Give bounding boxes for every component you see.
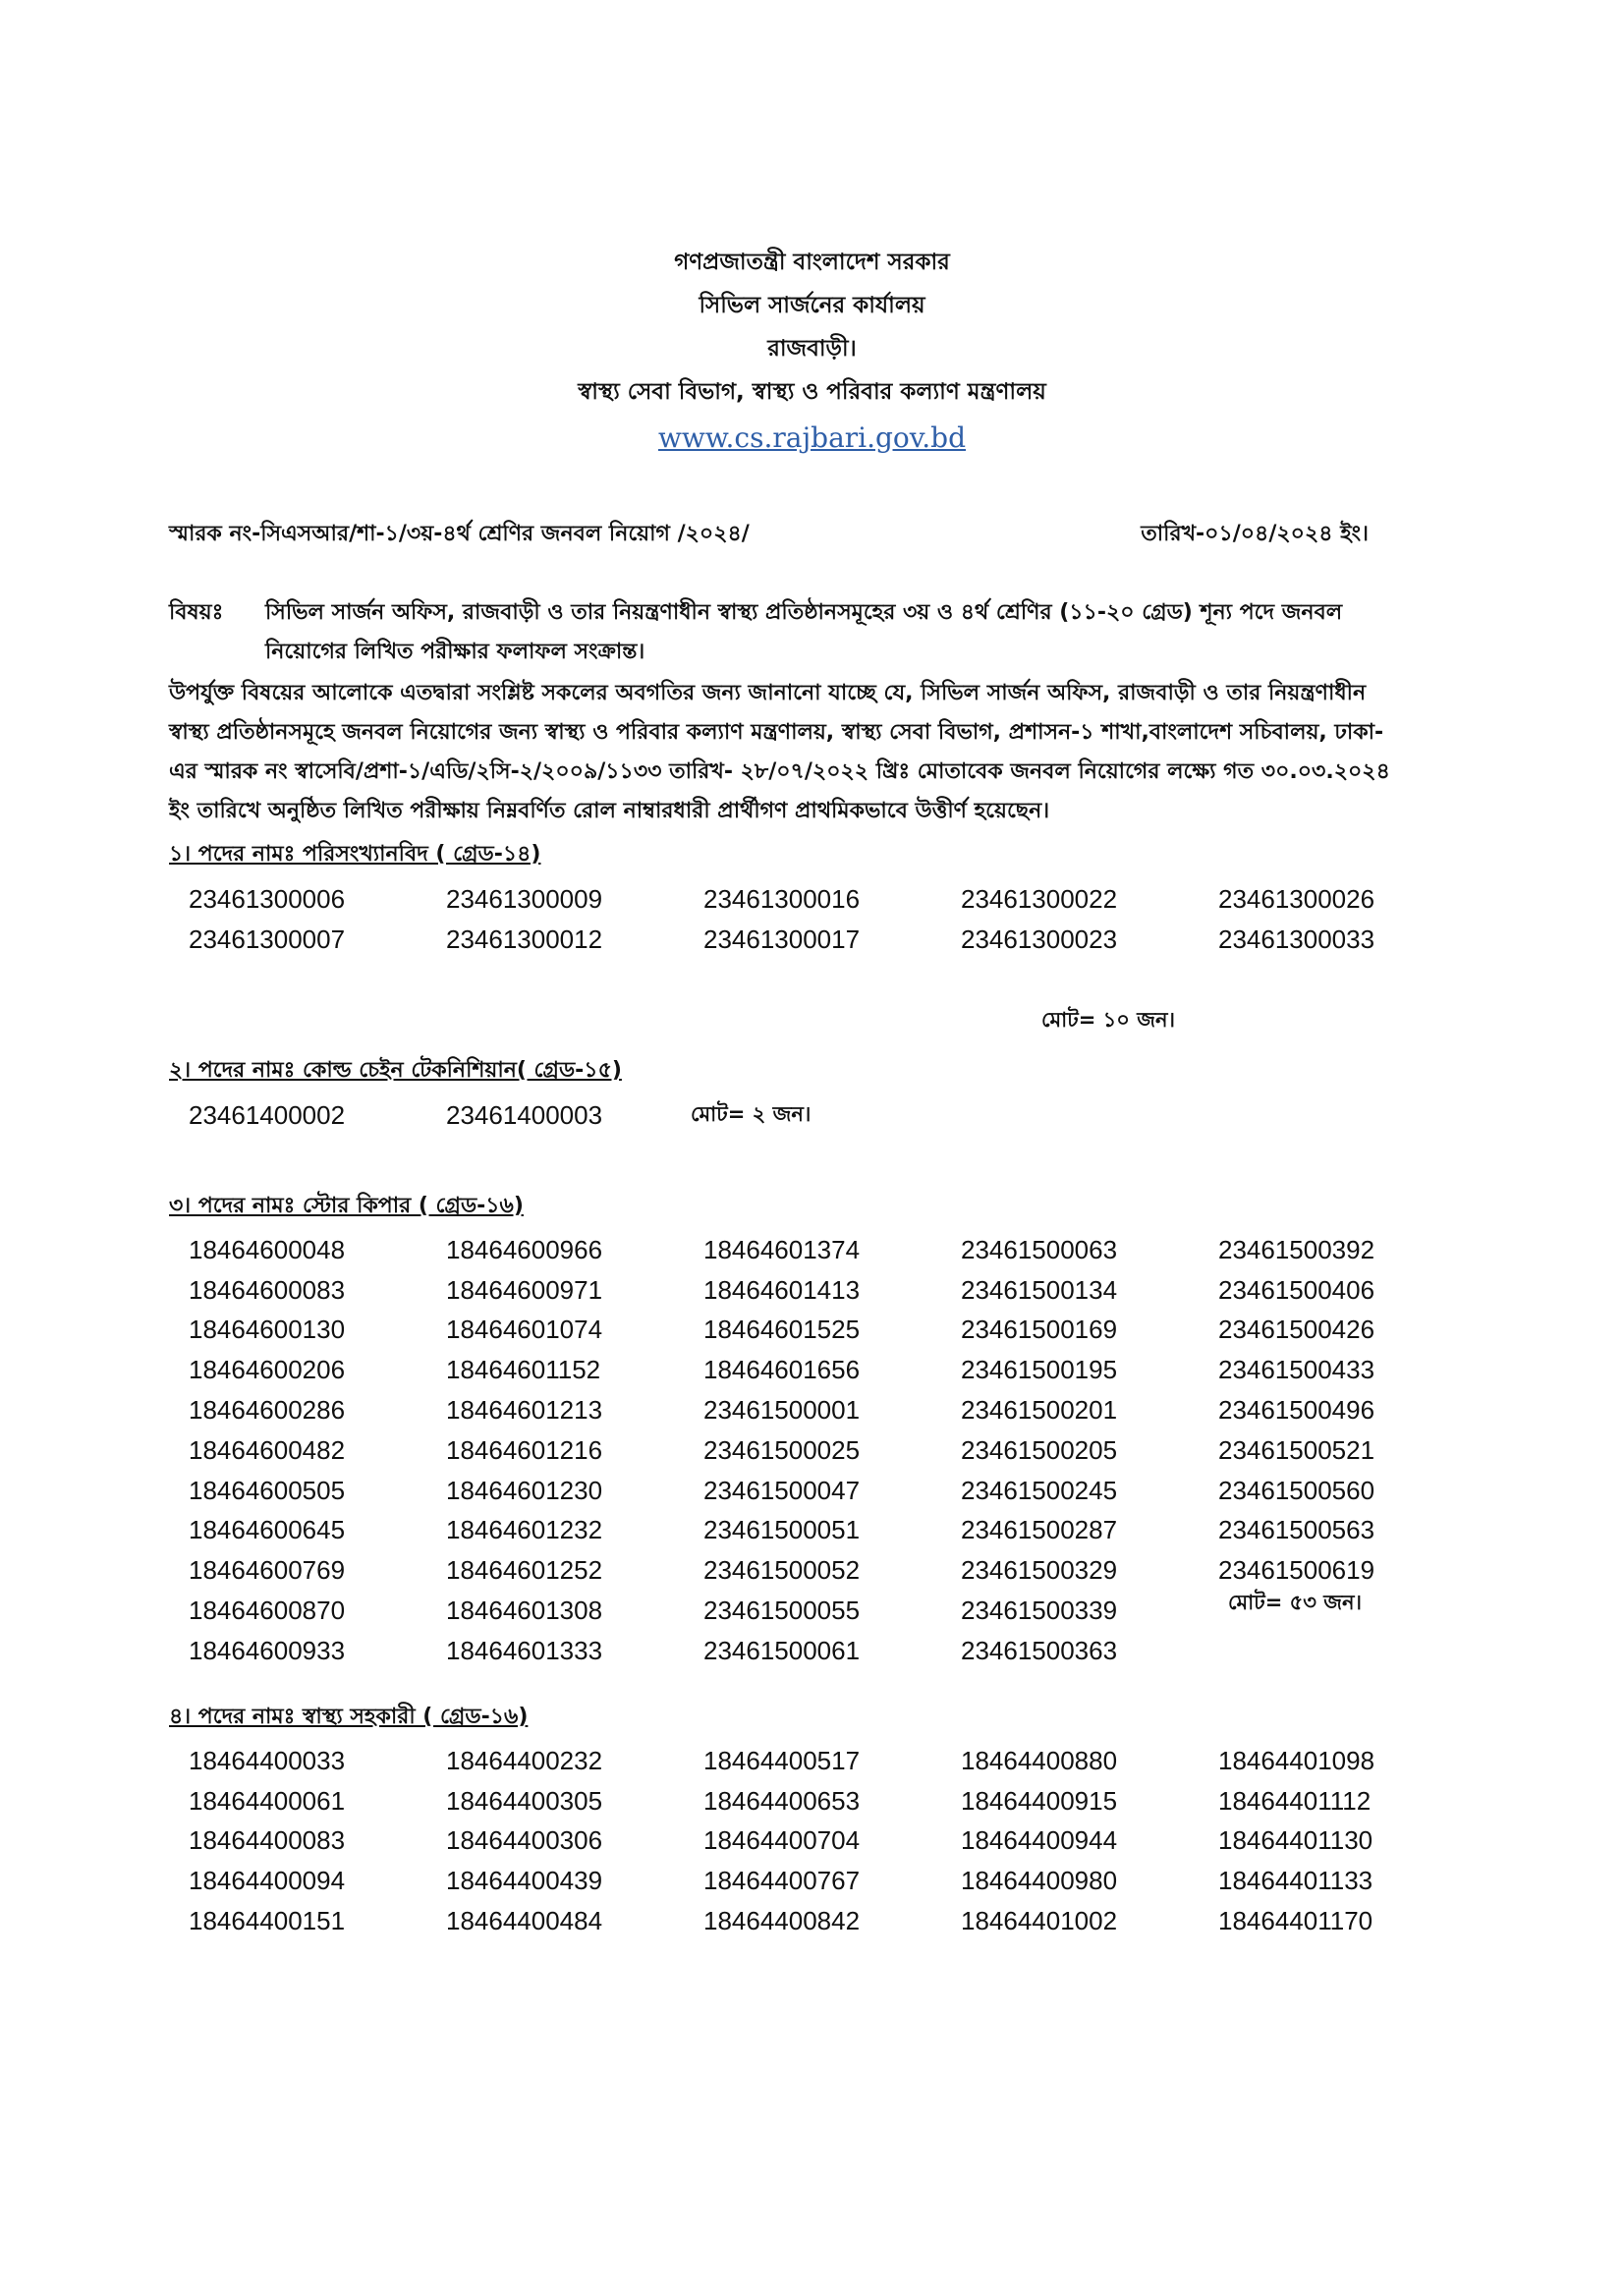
roll-number: 18464401130 — [1218, 1825, 1373, 1856]
roll-number: 23461500055 — [703, 1596, 861, 1626]
roll-number: 23461500560 — [1218, 1475, 1375, 1505]
roll-number: 18464601152 — [446, 1355, 601, 1385]
roll-number: 18464401170 — [1218, 1906, 1373, 1936]
roll-number: 18464400094 — [189, 1866, 346, 1896]
roll-number: 18464600482 — [189, 1434, 346, 1465]
roll-number: 18464400767 — [703, 1866, 861, 1896]
roll-number: 18464400842 — [703, 1906, 861, 1936]
roll-number: 23461500287 — [961, 1515, 1118, 1545]
roll-number: 18464400915 — [961, 1785, 1118, 1816]
roll-number: 18464601213 — [446, 1395, 603, 1426]
roll-number: 18464600870 — [189, 1596, 346, 1626]
roll-number: 18464400880 — [961, 1745, 1118, 1775]
roll-number: 18464601413 — [703, 1274, 861, 1305]
roll-number: 18464600286 — [189, 1395, 346, 1426]
roll-number: 23461300007 — [189, 924, 346, 954]
roll-number: 23461300023 — [961, 924, 1118, 954]
roll-number: 18464400061 — [189, 1785, 346, 1816]
roll-number: 23461300033 — [1218, 924, 1375, 954]
roll-number: 23461300009 — [446, 883, 603, 914]
roll-number: 18464400980 — [961, 1866, 1118, 1896]
post-title-store-keeper: ৩। পদের নামঃ স্টোর কিপার ( গ্রেড-১৬) — [169, 1194, 524, 1218]
roll-number: 18464400653 — [703, 1785, 861, 1816]
roll-number: 18464601374 — [703, 1234, 861, 1264]
roll-number: 18464400083 — [189, 1825, 346, 1856]
roll-number: 18464600083 — [189, 1274, 346, 1305]
total-cold-chain-technician: মোট= ২ জন। — [691, 1102, 812, 1126]
header-block — [0, 241, 1624, 463]
roll-number: 23461500134 — [961, 1274, 1118, 1305]
roll-number: 18464601333 — [446, 1635, 603, 1665]
roll-number: 18464600933 — [189, 1635, 346, 1665]
roll-number: 18464601525 — [703, 1315, 861, 1345]
roll-number: 23461300022 — [961, 883, 1118, 914]
post-title-cold-chain-technician: ২। পদের নামঃ কোল্ড চেইন টেকনিশিয়ান( গ্রেড-১৫) — [169, 1058, 622, 1083]
roll-number: 18464400517 — [703, 1745, 861, 1775]
roll-number: 23461500496 — [1218, 1395, 1375, 1426]
roll-number: 18464401098 — [1218, 1745, 1375, 1775]
total-store-keeper: মোট= ৫৩ জন। — [1228, 1591, 1363, 1614]
roll-number: 18464400232 — [446, 1745, 603, 1775]
roll-number: 23461500063 — [961, 1234, 1118, 1264]
roll-number: 18464400033 — [189, 1745, 346, 1775]
roll-number: 18464400439 — [446, 1866, 603, 1896]
roll-number: 18464600048 — [189, 1234, 346, 1264]
roll-number: 23461500205 — [961, 1434, 1118, 1465]
roll-number: 23461400002 — [189, 1099, 346, 1130]
roll-number: 23461500363 — [961, 1635, 1118, 1665]
roll-number: 23461500025 — [703, 1434, 861, 1465]
post-title-statistician: ১। পদের নামঃ পরিসংখ্যানবিদ ( গ্রেড-১৪) — [169, 842, 541, 867]
roll-number: 23461500047 — [703, 1475, 861, 1505]
roll-number: 23461500245 — [961, 1475, 1118, 1505]
subject-text: সিভিল সার্জন অফিস, রাজবাড়ী ও তার নিয়ন্ত্রণাধীন স্বাস্থ্য প্রতিষ্ঠানসমূহের ৩য় ও ৪র্থ শ্রেণির (১১-২০ গ্রেড) শূন্য পদে জনবল নিয়োগের লিখিত পরীক্ষার ফলাফল সংক্রান্ত। — [265, 600, 1343, 664]
roll-number: 18464601232 — [446, 1515, 603, 1545]
roll-grid-cold-chain-technician — [189, 1095, 1476, 1136]
roll-number: 18464400306 — [446, 1825, 603, 1856]
roll-number: 18464601216 — [446, 1434, 603, 1465]
roll-number: 23461300016 — [703, 883, 861, 914]
roll-number: 23461500563 — [1218, 1515, 1375, 1545]
roll-number: 18464601252 — [446, 1555, 603, 1586]
roll-number: 18464601230 — [446, 1475, 603, 1505]
roll-number: 18464401112 — [1218, 1785, 1372, 1816]
website-link[interactable]: www.cs.rajbari.gov.bd — [657, 421, 967, 454]
office-title: সিভিল সার্জনের কার্যালয় — [699, 293, 925, 318]
memo-reference: স্মারক নং-সিএসআর/শা-১/৩য়-৪র্থ শ্রেণির জনবল নিয়োগ /২০২৪/ — [169, 522, 750, 546]
roll-number: 23461500195 — [961, 1355, 1118, 1385]
roll-number: 23461300006 — [189, 883, 346, 914]
roll-number: 23461500521 — [1218, 1434, 1375, 1465]
roll-number: 18464401133 — [1218, 1866, 1373, 1896]
roll-number: 23461300012 — [446, 924, 603, 954]
roll-number: 23461500001 — [703, 1395, 861, 1426]
roll-number: 18464601656 — [703, 1355, 861, 1385]
roll-number: 23461500201 — [961, 1395, 1118, 1426]
roll-number: 18464400944 — [961, 1825, 1118, 1856]
roll-number: 23461500339 — [961, 1596, 1118, 1626]
ministry-title: স্বাস্থ্য সেবা বিভাগ, স্বাস্থ্য ও পরিবার কল্যাণ মন্ত্রণালয় — [578, 379, 1046, 405]
roll-number: 18464400305 — [446, 1785, 603, 1816]
roll-number: 23461500329 — [961, 1555, 1118, 1586]
roll-number: 23461500052 — [703, 1555, 861, 1586]
roll-number: 18464600505 — [189, 1475, 346, 1505]
government-title: গণপ্রজাতন্ত্রী বাংলাদেশ সরকার — [674, 250, 950, 275]
total-statistician: মোট= ১০ জন। — [1041, 1008, 1176, 1032]
roll-number: 18464600971 — [446, 1274, 603, 1305]
roll-number: 18464600206 — [189, 1355, 346, 1385]
roll-number: 23461500061 — [703, 1635, 861, 1665]
roll-number: 23461400003 — [446, 1099, 603, 1130]
roll-number: 18464601074 — [446, 1315, 603, 1345]
roll-number: 18464400151 — [189, 1906, 346, 1936]
memo-date: তারিখ-০১/০৪/২০২৪ ইং। — [1141, 522, 1369, 546]
roll-number: 23461300017 — [703, 924, 861, 954]
subject-label: বিষয়ঃ — [169, 600, 224, 625]
roll-number: 18464600645 — [189, 1515, 346, 1545]
post-title-health-assistant: ৪। পদের নামঃ স্বাস্থ্য সহকারী ( গ্রেড-১৬) — [169, 1705, 529, 1729]
district-title: রাজবাড়ী। — [767, 336, 857, 362]
roll-number: 18464401002 — [961, 1906, 1118, 1936]
roll-number: 18464600769 — [189, 1555, 346, 1586]
roll-number: 18464400704 — [703, 1825, 861, 1856]
roll-number: 23461500406 — [1218, 1274, 1375, 1305]
roll-number: 23461500426 — [1218, 1315, 1375, 1345]
roll-number: 18464400484 — [446, 1906, 603, 1936]
roll-number: 23461500619 — [1218, 1555, 1375, 1586]
roll-number: 18464601308 — [446, 1596, 603, 1626]
roll-number: 18464600966 — [446, 1234, 603, 1264]
roll-number: 23461500051 — [703, 1515, 861, 1545]
roll-number: 18464600130 — [189, 1315, 346, 1345]
subject-block — [169, 593, 1377, 672]
roll-grid-statistician — [189, 879, 1476, 960]
roll-number: 23461500169 — [961, 1315, 1118, 1345]
roll-number: 23461500433 — [1218, 1355, 1375, 1385]
roll-number: 23461300026 — [1218, 883, 1375, 914]
body-paragraph: উপর্যুক্ত বিষয়ের আলোকে এতদ্বারা সংশ্লিষ্ট সকলের অবগতির জন্য জানানো যাচ্ছে যে, সিভিল সার্জন অফিস, রাজবাড়ী ও তার নিয়ন্ত্রণাধীন স্বাস্থ্য প্রতিষ্ঠানসমূহে জনবল নিয়োগের জন্য স্বাস্থ্য ও পরিবার কল্যাণ মন্ত্রণালয়, স্বাস্থ্য সেবা বিভাগ, প্রশাসন-১ শাখা,বাংলাদেশ সচিবালয়, ঢাকা-এর স্মারক নং স্বাসেবি/প্রশা-১/এডি/২সি-২/২০০৯/১১৩৩ তারিখ- ২৮/০৭/২০২২ খ্রিঃ মোতাবেক জনবল নিয়োগের লক্ষ্যে গত ৩০.০৩.২০২৪ ইং তারিখে অনুষ্ঠিত লিখিত পরীক্ষায় নিম্নবর্ণিত রোল নাম্বারধারী প্রার্থীগণ প্রাথমিকভাবে উত্তীর্ণ হয়েছেন। — [169, 681, 1390, 823]
roll-grid-health-assistant — [189, 1741, 1476, 1941]
roll-number: 23461500392 — [1218, 1234, 1375, 1264]
